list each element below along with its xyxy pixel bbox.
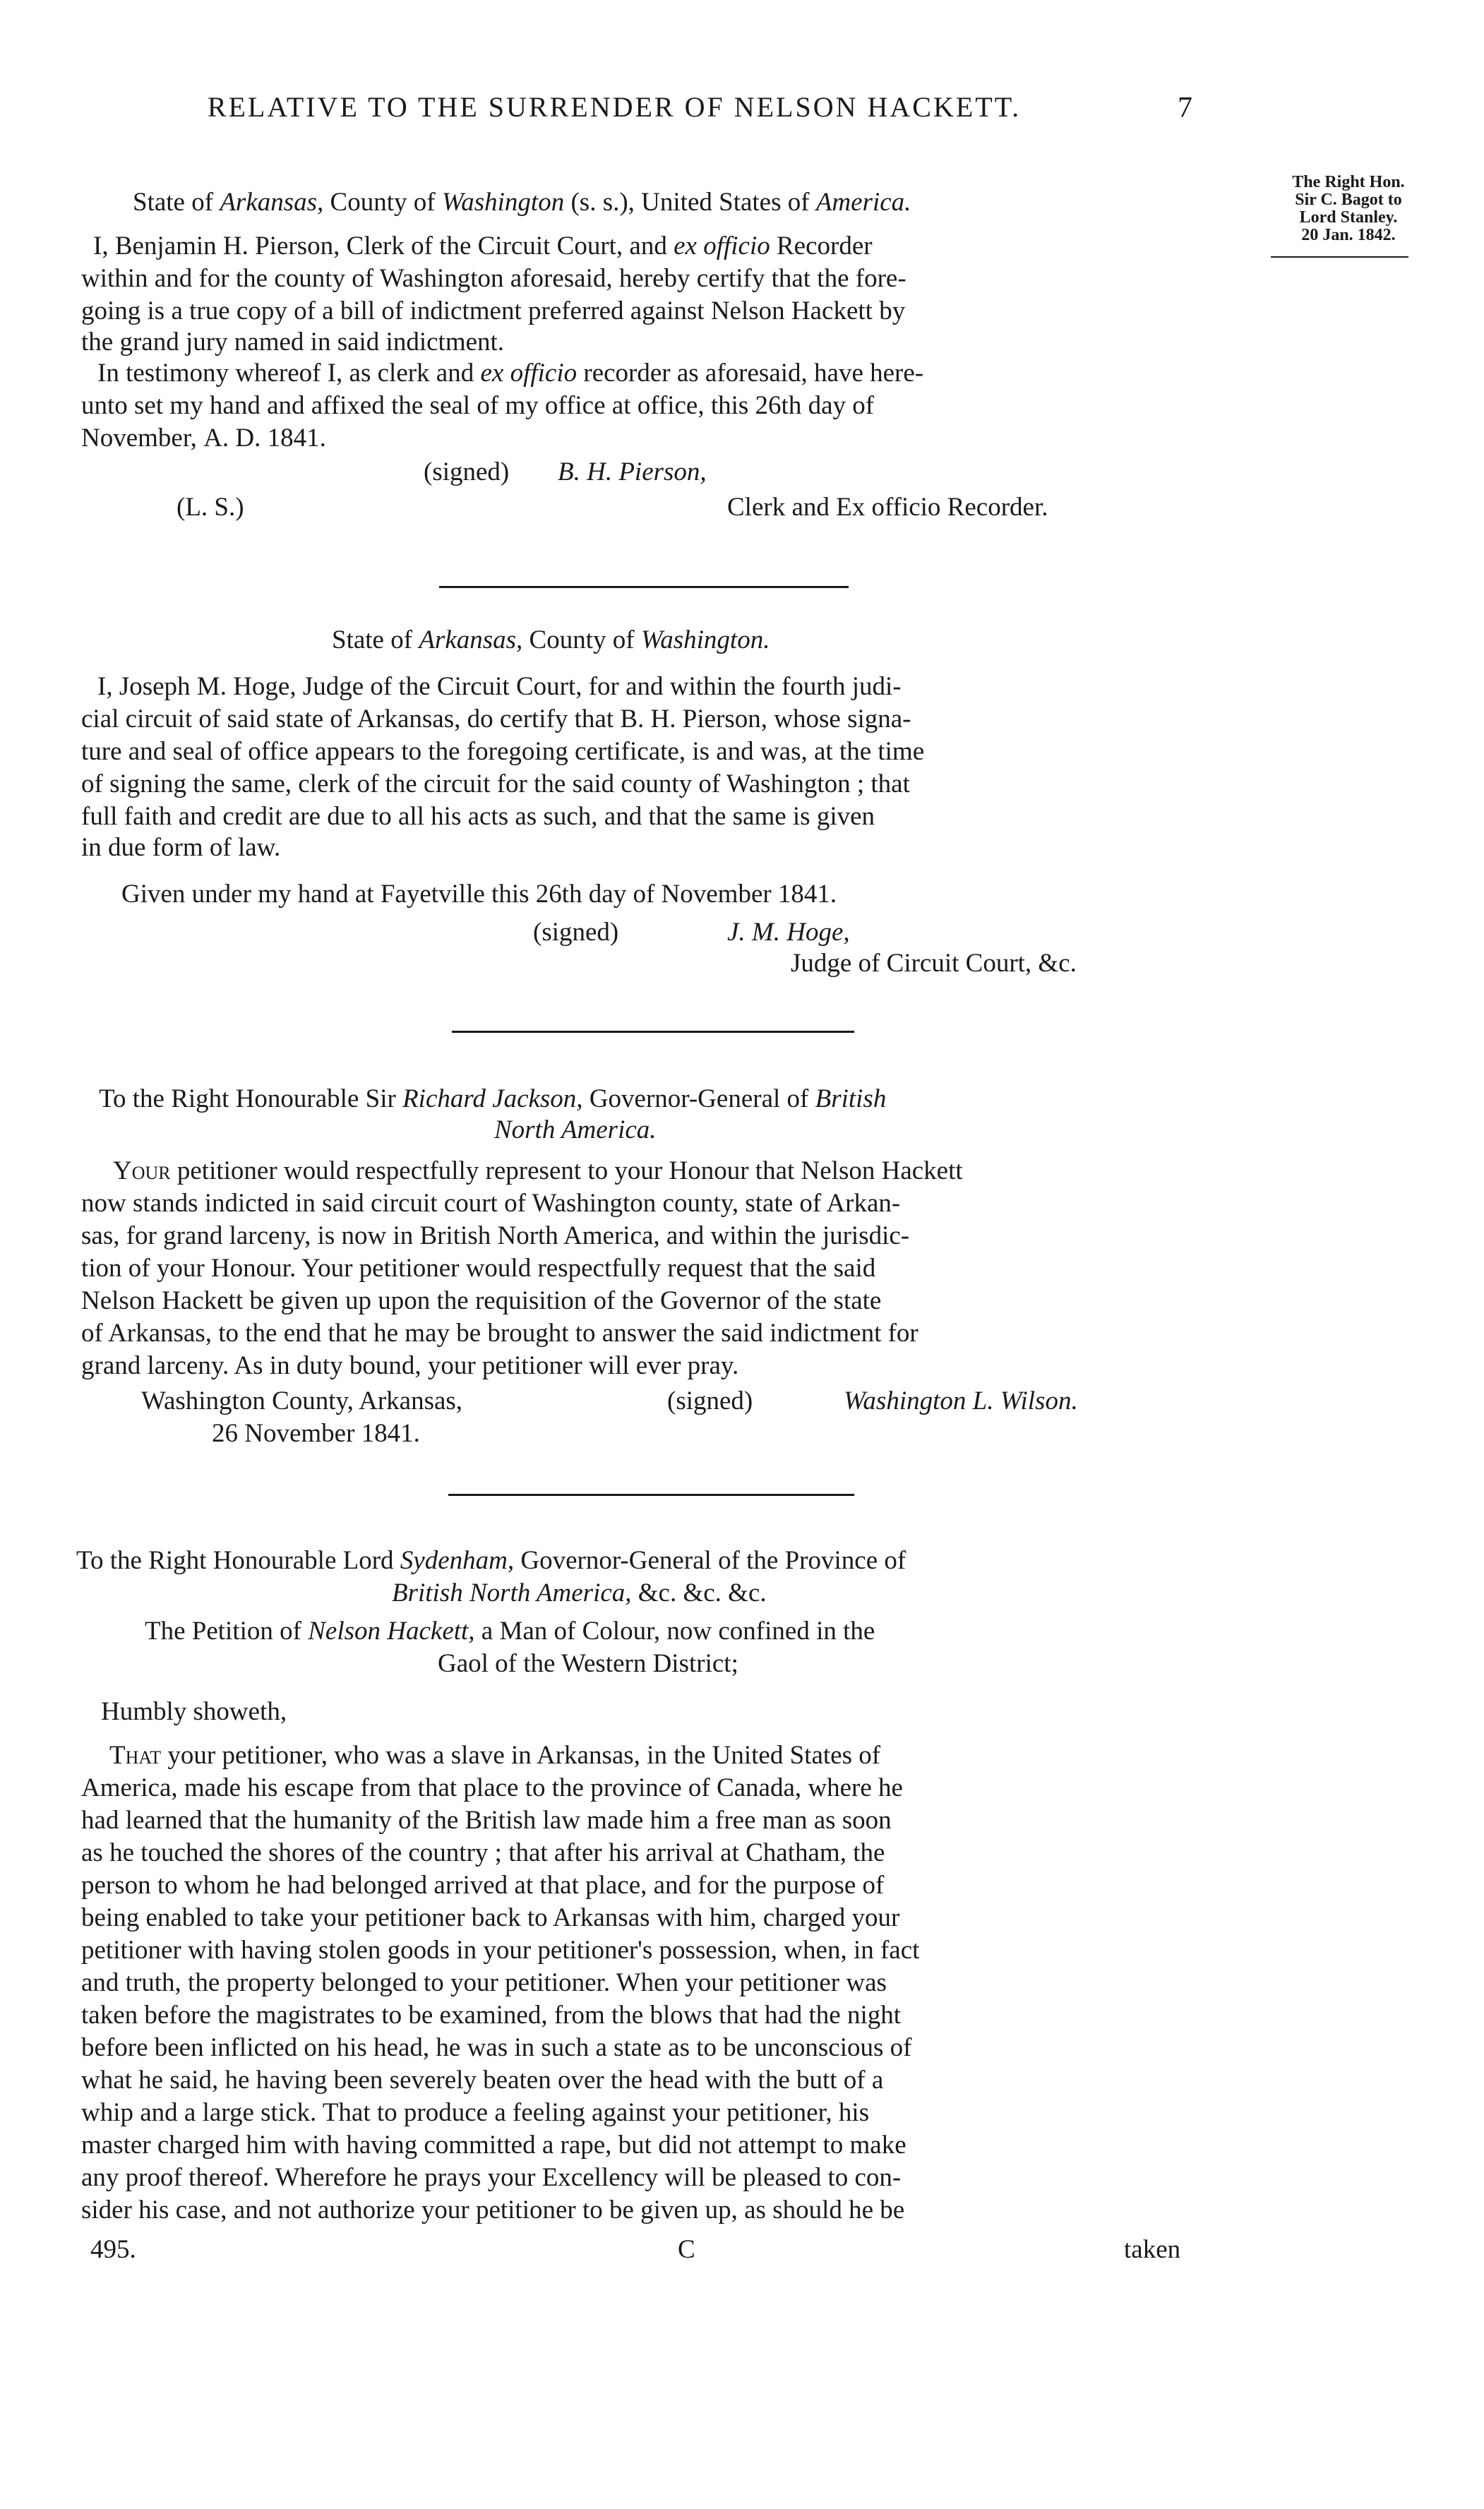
certificate-seal: (L. S.)	[176, 493, 244, 522]
sydenham-humbly: Humbly showeth,	[101, 1697, 287, 1726]
jackson-date: 26 November 1841.	[212, 1419, 420, 1448]
margin-note-rule	[1271, 256, 1408, 258]
section-divider	[452, 1031, 854, 1033]
sydenham-petition-title-line2: Gaol of the Western District;	[438, 1649, 738, 1678]
judge-line: cial circuit of said state of Arkansas, do certify that B. H. Pierson, whose signa-	[81, 705, 911, 733]
judge-heading: State of Arkansas, County of Washington.	[332, 625, 770, 654]
sydenham-line: before been inflicted on his head, he was in such a state as to be unconscious of	[81, 2033, 912, 2062]
certificate-line: I, Benjamin H. Pierson, Clerk of the Circuit Court, and ex officio Recorder	[93, 232, 873, 261]
judge-line: in due form of law.	[81, 833, 281, 862]
sydenham-line: person to whom he had belonged arrived at that place, and for the purpose of	[81, 1871, 885, 1900]
certificate-signer: B. H. Pierson,	[558, 457, 707, 486]
sydenham-heading: To the Right Honourable Lord Sydenham, Governor-General of the Province of	[76, 1546, 906, 1575]
judge-line: of signing the same, clerk of the circuit for the said county of Washington ; that	[81, 770, 910, 798]
sydenham-line: petitioner with having stolen goods in your petitioner's possession, when, in fact	[81, 1936, 920, 1965]
sydenham-line: any proof thereof. Wherefore he prays your Excellency will be pleased to con-	[81, 2163, 902, 2192]
certificate-line: within and for the county of Washington aforesaid, hereby certify that the fore-	[81, 264, 906, 293]
jackson-line: now stands indicted in said circuit court of Washington county, state of Arkan-	[81, 1189, 901, 1218]
certificate-line: November, A. D. 1841.	[81, 424, 326, 453]
certificate-signer-title: Clerk and Ex officio Recorder.	[727, 493, 1048, 522]
page-header: RELATIVE TO THE SURRENDER OF NELSON HACKETT.	[207, 91, 1022, 123]
sydenham-line: America, made his escape from that place to the province of Canada, where he	[81, 1773, 903, 1802]
margin-note-line: The Right Hon.	[1292, 173, 1405, 191]
judge-signer-title: Judge of Circuit Court, &c.	[791, 949, 1077, 978]
sheet-number: 495.	[90, 2235, 136, 2264]
jackson-line: grand larceny. As in duty bound, your petitioner will ever pray.	[81, 1351, 739, 1380]
judge-given: Given under my hand at Fayetville this 26th day of November 1841.	[121, 880, 837, 909]
sydenham-line: and truth, the property belonged to your petitioner. When your petitioner was	[81, 1968, 887, 1997]
certificate-line: In testimony whereof I, as clerk and ex officio recorder as aforesaid, have here-	[97, 359, 924, 388]
judge-line: full faith and credit are due to all his acts as such, and that the same is given	[81, 802, 875, 831]
jackson-place: Washington County, Arkansas,	[141, 1387, 463, 1415]
page-number: 7	[1178, 92, 1192, 124]
jackson-line: Nelson Hackett be given up upon the requisition of the Governor of the state	[81, 1286, 882, 1315]
margin-note-line: 20 Jan. 1842.	[1301, 226, 1396, 244]
sydenham-line: as he touched the shores of the country ; that after his arrival at Chatham, the	[81, 1838, 885, 1867]
sydenham-petition-title: The Petition of Nelson Hackett, a Man of Colour, now confined in the	[145, 1617, 875, 1646]
jackson-line: sas, for grand larceny, is now in British North America, and within the jurisdic-	[81, 1221, 910, 1250]
sydenham-line: master charged him with having committed a rape, but did not attempt to make	[81, 2131, 906, 2160]
sydenham-line: whip and a large stick. That to produce a feeling against your petitioner, his	[81, 2098, 870, 2127]
certificate-signed: (signed)	[424, 457, 510, 486]
jackson-heading: To the Right Honourable Sir Richard Jackson, Governor-General of British	[99, 1084, 887, 1113]
jackson-signed: (signed)	[667, 1387, 753, 1415]
judge-signer: J. M. Hoge,	[727, 918, 850, 947]
certificate-heading: State of Arkansas, County of Washington (s. s.), United States of America.	[133, 188, 911, 217]
sydenham-line: sider his case, and not authorize your petitioner to be given up, as should he be	[81, 2196, 905, 2224]
sydenham-line: being enabled to take your petitioner back to Arkansas with him, charged your	[81, 1903, 900, 1932]
jackson-heading-line2: North America.	[494, 1115, 657, 1144]
judge-signed: (signed)	[533, 918, 619, 947]
sydenham-line: taken before the magistrates to be examined, from the blows that had the night	[81, 2001, 902, 2030]
margin-note-line: Sir C. Bagot to	[1295, 191, 1402, 209]
signature-mark: C	[678, 2235, 695, 2264]
jackson-line: Your petitioner would respectfully represent to your Honour that Nelson Hackett	[113, 1156, 963, 1185]
catchword: taken	[1124, 2235, 1181, 2264]
jackson-line: of Arkansas, to the end that he may be brought to answer the said indictment for	[81, 1319, 918, 1348]
section-divider	[448, 1494, 854, 1496]
section-divider	[439, 586, 849, 588]
sydenham-line: That your petitioner, who was a slave in Arkansas, in the United States of	[109, 1741, 881, 1770]
sydenham-line: what he said, he having been severely beaten over the head with the butt of a	[81, 2066, 884, 2095]
certificate-line: going is a true copy of a bill of indictment preferred against Nelson Hackett by	[81, 297, 906, 325]
jackson-signer: Washington L. Wilson.	[844, 1387, 1078, 1415]
sydenham-line: had learned that the humanity of the British law made him a free man as soon	[81, 1806, 892, 1835]
jackson-line: tion of your Honour. Your petitioner would respectfully request that the said	[81, 1254, 876, 1283]
judge-line: I, Joseph M. Hoge, Judge of the Circuit Court, for and within the fourth judi-	[97, 672, 902, 701]
certificate-line: the grand jury named in said indictment.	[81, 328, 505, 357]
margin-note-line: Lord Stanley.	[1299, 208, 1398, 227]
certificate-line: unto set my hand and affixed the seal of my office at office, this 26th day of	[81, 391, 875, 420]
sydenham-heading-line2: British North America, &c. &c. &c.	[392, 1579, 767, 1607]
judge-line: ture and seal of office appears to the foregoing certificate, is and was, at the time	[81, 737, 925, 766]
